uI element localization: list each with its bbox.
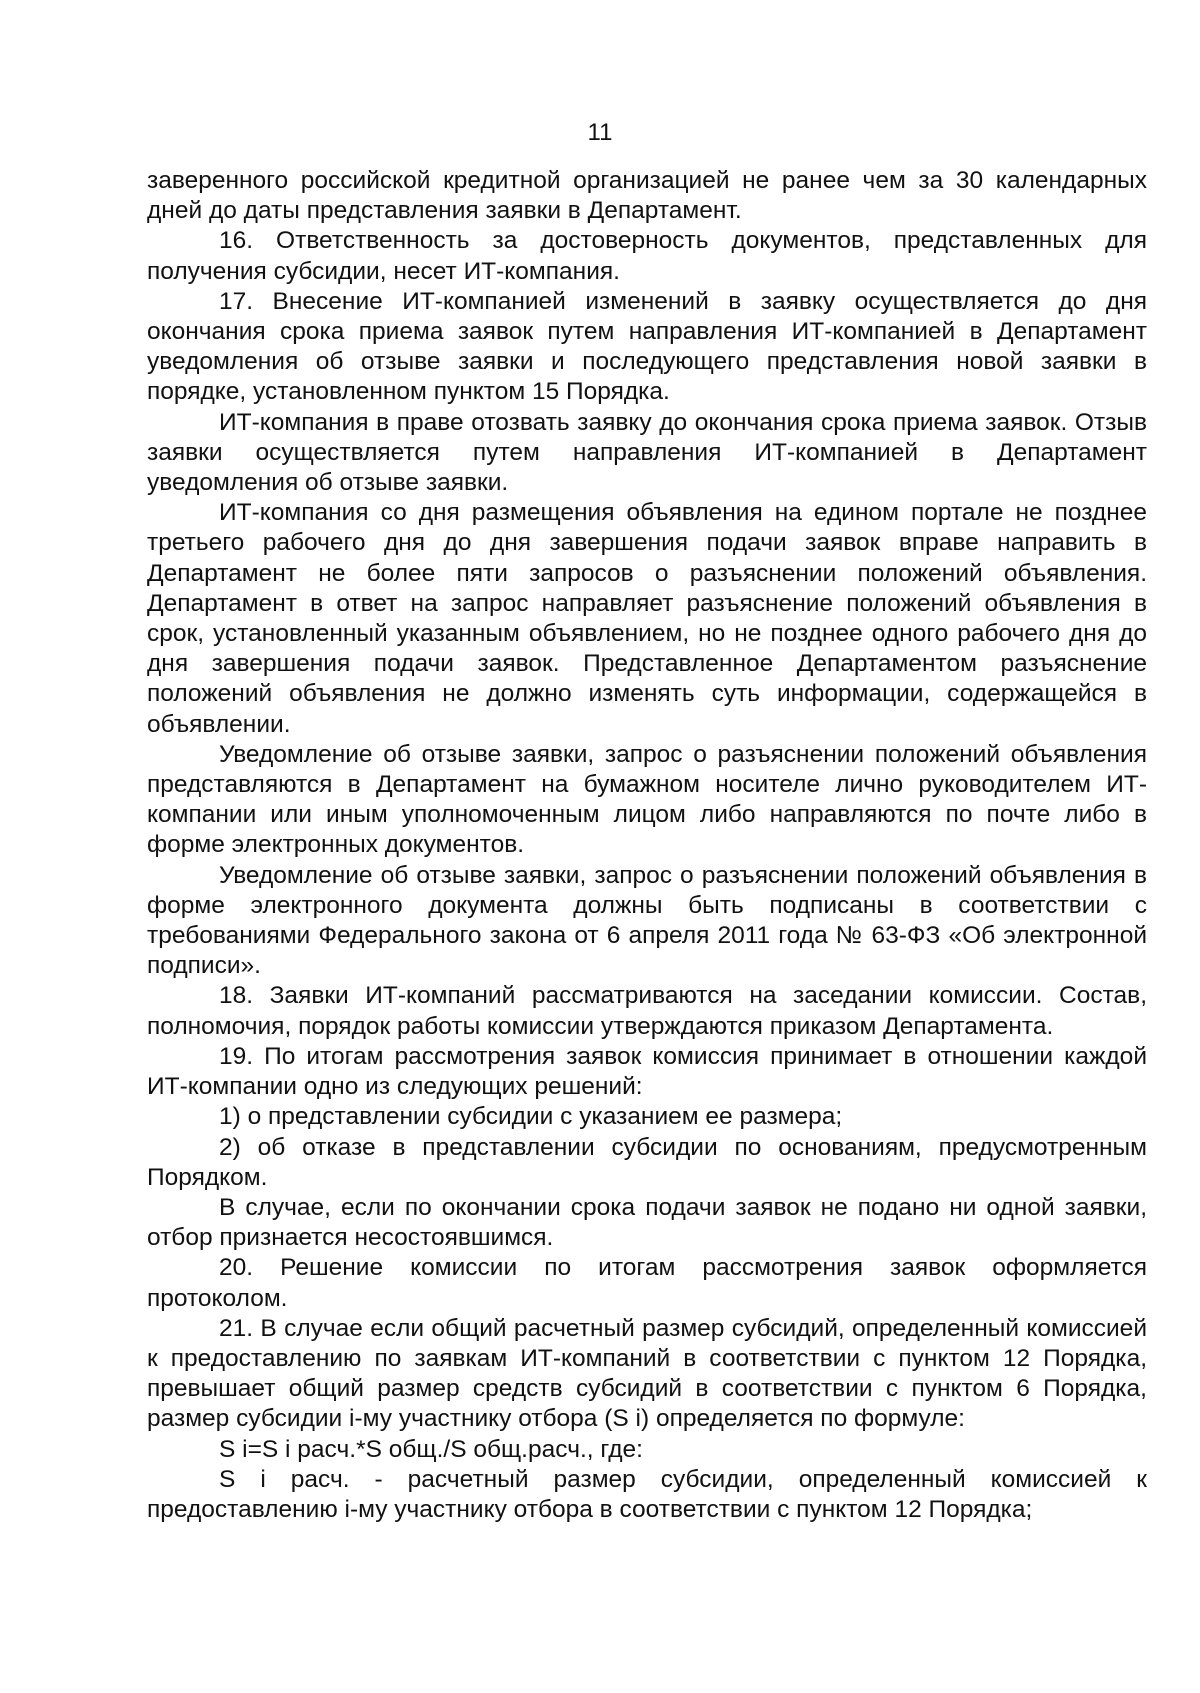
paragraph-item-17: 17. Внесение ИТ-компанией изменений в заявку осуществляется до дня окончания срока приема заявок путем направления ИТ-компанией в Департамент уведомления об отзыве заявки и последующего представления новой заявки в порядке, установленном пунктом 15 Порядка. xyxy=(147,287,1147,406)
page-number: 11 xyxy=(587,119,613,146)
paragraph-decision-1: 1) о представлении субсидии с указанием ее размера; xyxy=(219,1103,843,1131)
paragraph-item-20: 20. Решение комиссии по итогам рассмотрения заявок оформляется протоколом. xyxy=(147,1254,1147,1312)
paragraph-continuation: заверенного российской кредитной организацией не ранее чем за 30 календарных дней до даты представления заявки в Департамент. xyxy=(147,167,1147,225)
document-body xyxy=(147,166,1147,1525)
paragraph-item-18: 18. Заявки ИТ-компаний рассматриваются на заседании комиссии. Состав, полномочия, порядок работы комиссии утверждаются приказом Департамента. xyxy=(147,982,1147,1040)
paragraph-formula-definition: S i расч. - расчетный размер субсидии, определенный комиссией к предоставлению i-му участнику отбора в соответствии с пунктом 12 Порядка; xyxy=(147,1465,1147,1523)
paragraph-item-16: 16. Ответственность за достоверность документов, представленных для получения субсидии, несет ИТ-компания. xyxy=(147,227,1147,285)
paragraph-submission-method: Уведомление об отзыве заявки, запрос о разъяснении положений объявления представляются в Департамент на бумажном носителе лично руководителем ИТ-компании или иным уполномоченным лицом либо направляются по почте либо в форме электронных документов. xyxy=(147,740,1147,859)
paragraph-formula: S i=S i расч.*S общ./S общ.расч., где: xyxy=(219,1435,643,1463)
paragraph-clarification-requests: ИТ-компания со дня размещения объявления на едином портале не позднее третьего рабочего дня до дня завершения подачи заявок вправе направить в Департамент не более пяти запросов о разъяснении положений объявления. Департамент в ответ на запрос направляет разъяснение положений объявления в срок, установленный указанным объявлением, но не позднее одного рабочего дня до дня завершения подачи заявок. Представленное Департаментом разъяснение положений объявления не должно изменять суть информации, содержащейся в объявлении. xyxy=(147,499,1147,738)
paragraph-decision-2: 2) об отказе в представлении субсидии по основаниям, предусмотренным Порядком. xyxy=(147,1133,1147,1191)
paragraph-item-19: 19. По итогам рассмотрения заявок комиссия принимает в отношении каждой ИТ-компании одно из следующих решений: xyxy=(147,1042,1147,1101)
paragraph-no-applications: В случае, если по окончании срока подачи заявок не подано ни одной заявки, отбор признается несостоявшимся. xyxy=(147,1193,1147,1252)
paragraph-electronic-signature: Уведомление об отзыве заявки, запрос о разъяснении положений объявления в форме электронного документа должны быть подписаны в соответствии с требованиями Федерального закона от 6 апреля 2011 года № 63-ФЗ «Об электронной подписи». xyxy=(147,861,1147,980)
paragraph-item-21: 21. В случае если общий расчетный размер субсидий, определенный комиссией к предоставлению по заявкам ИТ-компаний в соответствии с пунктом 12 Порядка, превышает общий размер средств субсидий в соответствии с пунктом 6 Порядка, размер субсидии i-му участнику отбора (S i) определяется по формуле: xyxy=(147,1314,1147,1433)
paragraph-withdrawal-right: ИТ-компания в праве отозвать заявку до окончания срока приема заявок. Отзыв заявки осуществляется путем направления ИТ-компанией в Департамент уведомления об отзыве заявки. xyxy=(147,408,1147,497)
